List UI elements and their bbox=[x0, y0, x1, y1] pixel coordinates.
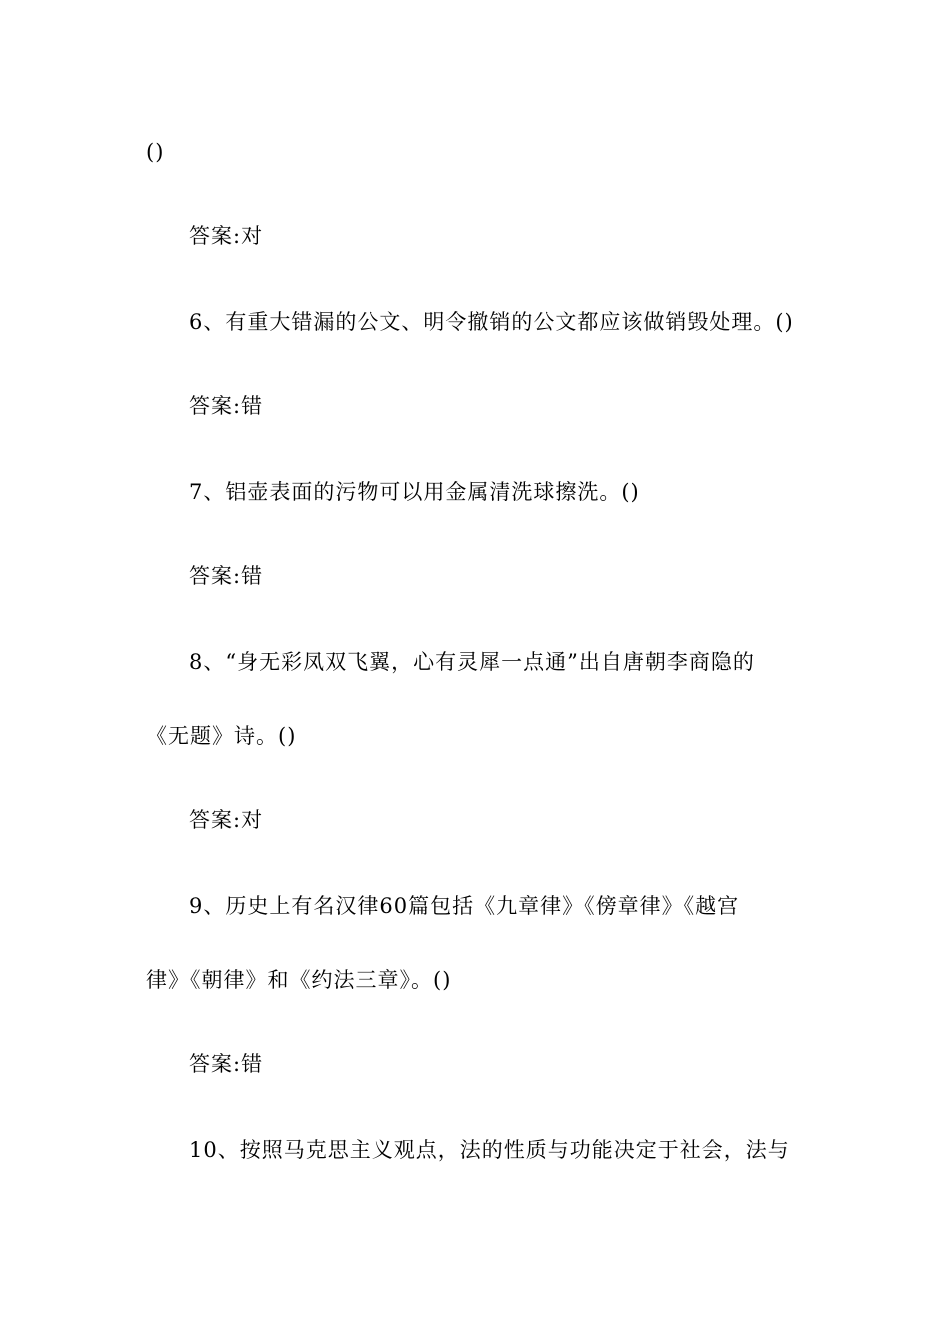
continuation-line: 律》《朝律》和《约法三章》。() bbox=[146, 968, 452, 992]
continuation-line: () bbox=[146, 140, 165, 164]
question-line: 8、“身无彩凤双飞翼，心有灵犀一点通”出自唐朝李商隐的 bbox=[189, 650, 755, 674]
continuation-line: 《无题》诗。() bbox=[146, 724, 297, 748]
answer-line: 答案:对 bbox=[189, 224, 264, 248]
answer-line: 答案:错 bbox=[189, 1052, 264, 1076]
question-line: 9、历史上有名汉律60篇包括《九章律》《傍章律》《越宫 bbox=[189, 894, 740, 918]
answer-line: 答案:错 bbox=[189, 394, 264, 418]
answer-line: 答案:对 bbox=[189, 808, 264, 832]
question-line: 10、按照马克思主义观点，法的性质与功能决定于社会，法与 bbox=[189, 1138, 790, 1162]
question-line: 7、铝壶表面的污物可以用金属清洗球擦洗。() bbox=[189, 480, 640, 504]
question-line: 6、有重大错漏的公文、明令撤销的公文都应该做销毁处理。() bbox=[189, 310, 794, 334]
answer-line: 答案:错 bbox=[189, 564, 264, 588]
